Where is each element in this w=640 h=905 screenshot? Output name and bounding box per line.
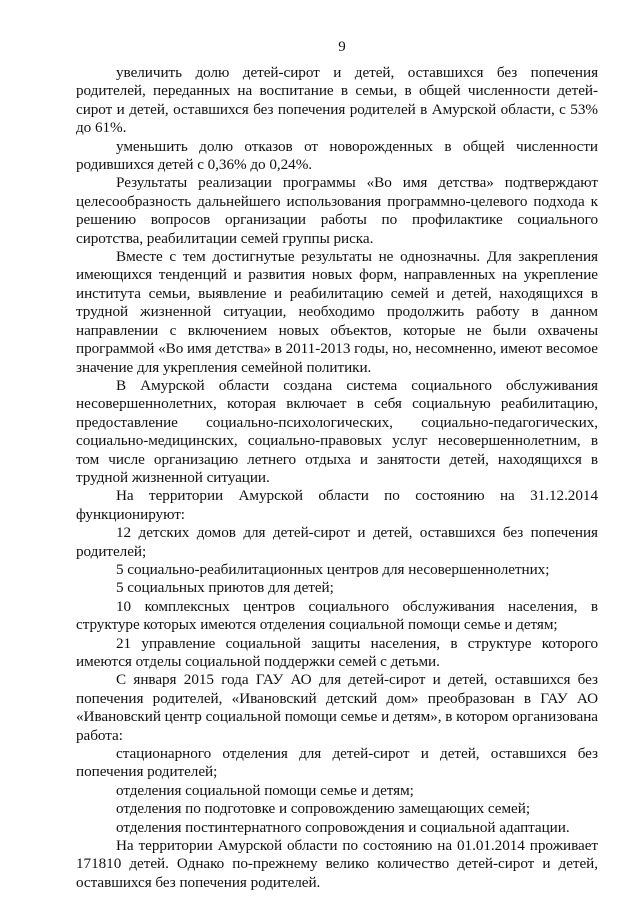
paragraph-children-population: На территории Амурской области по состоянию на 01.01.2014 проживает 171810 детей. Однако по-прежнему велико количество детей-сирот и детей, оставшихся без попечения родителей.	[76, 837, 598, 891]
list-item-social-protection: 21 управление социальной защиты населения, в структуре которого имеются отделы социальной поддержки семей с детьми.	[76, 634, 598, 670]
paragraph-social-service-system: В Амурской области создана система социального обслуживания несовершеннолетних, которая включает в себя социальную реабилитацию, предоставление социально-психологических, социально-педагогических, социально-медицинских, социально-правовых услуг несовершеннолетним, в том числе организацию летнего отдыха и занятости детей, находящихся в трудной жизненной ситуации.	[76, 376, 598, 486]
list-item-rehab-centers: 5 социально-реабилитационных центров для несовершеннолетних;	[116, 560, 550, 578]
page-number: 9	[338, 39, 346, 55]
list-item-complex-centers: 10 комплексных центров социального обслуживания населения, в структуре которых имеются отделения социальной помощи семье и детям;	[76, 597, 598, 634]
list-item-post-boarding-department: отделения постинтернатного сопровождения и социальной адаптации.	[116, 818, 570, 836]
paragraph-results-ambiguous: Вместе с тем достигнутые результаты не однозначны. Для закрепления имеющихся тенденций и развития новых форм, направленных на укрепление института семьи, выявление и реабилитацию семей и детей, находящихся в трудной жизненной ситуации, необходимо продолжить работу в данном направлении с включением новых объектов, которые не были охвачены программой «Во имя детства» в 2011-2013 годы, но, несомненно, имеют весомое значение для укрепления семейной политики.	[76, 248, 598, 376]
list-item-social-help-department: отделения социальной помощи семье и детям;	[116, 781, 414, 799]
list-item-shelters: 5 социальных приютов для детей;	[116, 579, 334, 597]
paragraph-goal-family-placement: увеличить долю детей-сирот и детей, оставшихся без попечения родителей, переданных на воспитание в семьи, в общей численности детей-сирот и детей, оставшихся без попечения родителей в Амурской области, с 53% до 61%.	[76, 64, 598, 137]
paragraph-program-results: Результаты реализации программы «Во имя детства» подтверждают целесообразность дальнейшего использования программно-целевого подхода к решению вопросов организации работы по профилактике социального сиротства, реабилитации семей группы риска.	[76, 174, 598, 247]
list-item-orphanages: 12 детских домов для детей-сирот и детей, оставшихся без попечения родителей;	[76, 524, 598, 560]
list-item-foster-department: отделения по подготовке и сопровождению замещающих семей;	[116, 800, 530, 818]
list-item-stationary-department: стационарного отделения для детей-сирот и детей, оставшихся без попечения родителей;	[76, 745, 598, 781]
paragraph-ivanovsky-transformation: С января 2015 года ГАУ АО для детей-сирот и детей, оставшихся без попечения родителей, «Ивановский детский дом» преобразован в ГАУ АО «Ивановский центр социальной помощи семье и детям», в котором организована работа:	[76, 671, 598, 744]
document-page	[76, 38, 598, 892]
paragraph-goal-newborn-refusals: уменьшить долю отказов от новорожденных в общей численности родившихся детей с 0,36% до 0,24%.	[76, 137, 598, 174]
paragraph-territory-functioning: На территории Амурской области по состоянию на 31.12.2014 функционируют:	[76, 487, 598, 523]
